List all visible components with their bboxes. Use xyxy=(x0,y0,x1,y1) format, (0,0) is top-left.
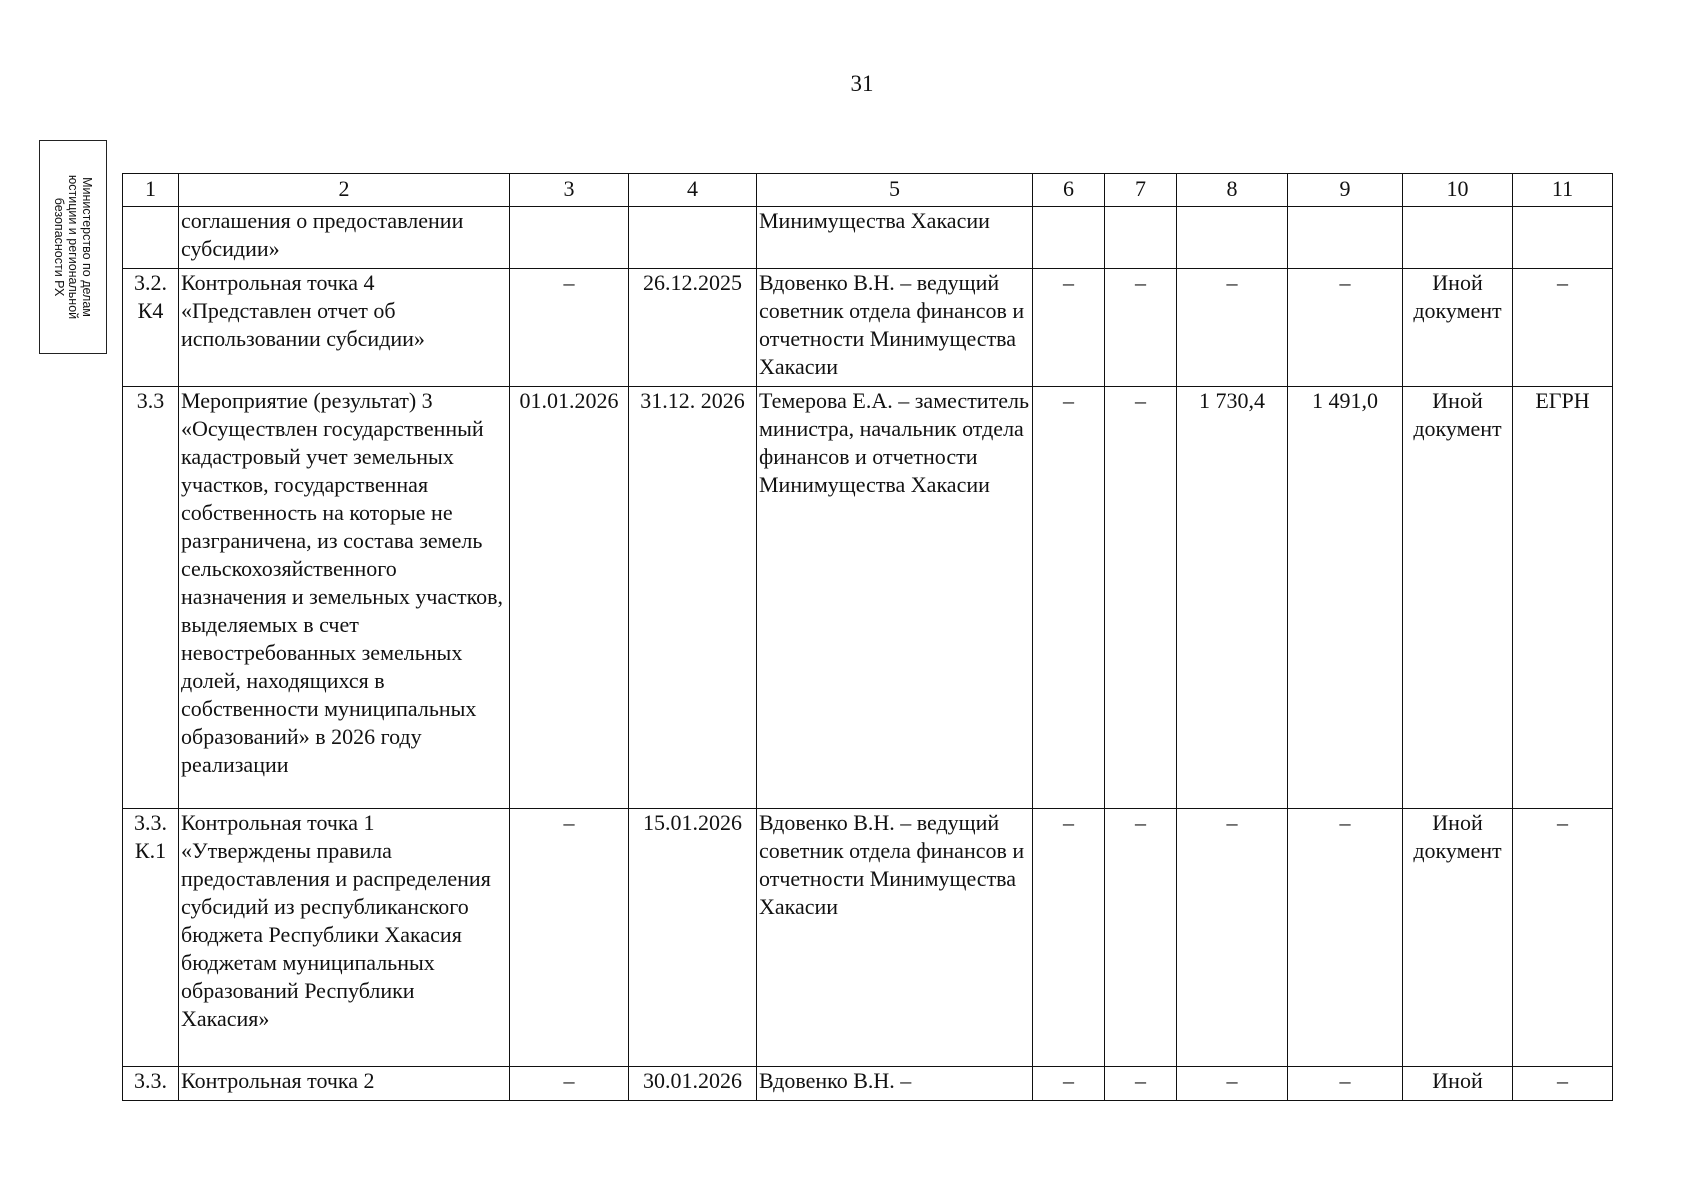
cell-number: 3.2. К4 xyxy=(123,269,179,387)
cell-col7: – xyxy=(1105,387,1177,809)
cell-info-system: – xyxy=(1513,1067,1613,1101)
header-cell: 10 xyxy=(1403,174,1513,207)
cell-document-type: Иной xyxy=(1403,1067,1513,1101)
cell-name: Контрольная точка 1 «Утверждены правила предоставления и распределения субсидий из республиканского бюджета Республики Хакасия бюджетам муниципальных образований Республики Хакасия» xyxy=(179,809,510,1067)
cell-col9: 1 491,0 xyxy=(1288,387,1403,809)
cell-document-type: Иной документ xyxy=(1403,809,1513,1067)
cell-end-date: 26.12.2025 xyxy=(629,269,757,387)
cell-col8 xyxy=(1177,207,1288,269)
stamp-line-3: безопасности РХ xyxy=(52,197,66,297)
table-row xyxy=(123,387,1613,809)
cell-end-date xyxy=(629,207,757,269)
cell-number: 3.3. К.1 xyxy=(123,809,179,1067)
cell-col6 xyxy=(1033,207,1105,269)
header-cell: 4 xyxy=(629,174,757,207)
cell-col9: – xyxy=(1288,809,1403,1067)
cell-end-date: 31.12. 2026 xyxy=(629,387,757,809)
cell-number xyxy=(123,207,179,269)
cell-info-system: ЕГРН xyxy=(1513,387,1613,809)
cell-col6: – xyxy=(1033,809,1105,1067)
cell-col7: – xyxy=(1105,809,1177,1067)
stamp-text xyxy=(52,141,94,353)
cell-responsible: Вдовенко В.Н. – ведущий советник отдела финансов и отчетности Минимущества Хакасии xyxy=(757,269,1033,387)
table-row xyxy=(123,207,1613,269)
cell-responsible: Вдовенко В.Н. – ведущий советник отдела финансов и отчетности Минимущества Хакасии xyxy=(757,809,1033,1067)
cell-col7: – xyxy=(1105,269,1177,387)
cell-name: Мероприятие (результат) 3 «Осуществлен государственный кадастровый учет земельных участков, государственная собственность на которые не разграничена, из состава земель сельскохозяйственного назначения и земельных участков, выделяемых в счет невостребованных земельных долей, находящихся в собственности муниципальных образований» в 2026 году реализации xyxy=(179,387,510,809)
registration-stamp xyxy=(39,140,107,354)
cell-info-system: – xyxy=(1513,269,1613,387)
cell-number: 3.3 xyxy=(123,387,179,809)
stamp-line-1: Министерство по делам xyxy=(80,177,94,317)
cell-start-date: 01.01.2026 xyxy=(510,387,629,809)
cell-document-type xyxy=(1403,207,1513,269)
header-cell: 9 xyxy=(1288,174,1403,207)
cell-end-date: 30.01.2026 xyxy=(629,1067,757,1101)
cell-info-system xyxy=(1513,207,1613,269)
cell-start-date: – xyxy=(510,269,629,387)
cell-name: соглашения о предоставлении субсидии» xyxy=(179,207,510,269)
header-cell: 11 xyxy=(1513,174,1613,207)
cell-col6: – xyxy=(1033,1067,1105,1101)
cell-end-date: 15.01.2026 xyxy=(629,809,757,1067)
cell-col8: – xyxy=(1177,1067,1288,1101)
cell-col9: – xyxy=(1288,1067,1403,1101)
cell-name: Контрольная точка 2 xyxy=(179,1067,510,1101)
cell-info-system: – xyxy=(1513,809,1613,1067)
stamp-line-2: юстиции и региональной xyxy=(66,174,80,320)
cell-col6: – xyxy=(1033,269,1105,387)
header-cell: 3 xyxy=(510,174,629,207)
cell-col8: 1 730,4 xyxy=(1177,387,1288,809)
cell-responsible: Минимущества Хакасии xyxy=(757,207,1033,269)
cell-col7 xyxy=(1105,207,1177,269)
cell-document-type: Иной документ xyxy=(1403,269,1513,387)
cell-col9: – xyxy=(1288,269,1403,387)
cell-responsible: Вдовенко В.Н. – xyxy=(757,1067,1033,1101)
cell-document-type: Иной документ xyxy=(1403,387,1513,809)
header-cell: 6 xyxy=(1033,174,1105,207)
header-cell: 5 xyxy=(757,174,1033,207)
header-cell: 8 xyxy=(1177,174,1288,207)
table-row xyxy=(123,269,1613,387)
page-number: 31 xyxy=(850,71,874,96)
header-row xyxy=(123,174,1613,207)
cell-number: 3.3. xyxy=(123,1067,179,1101)
cell-start-date: – xyxy=(510,1067,629,1101)
header-cell: 1 xyxy=(123,174,179,207)
cell-col9 xyxy=(1288,207,1403,269)
cell-start-date: – xyxy=(510,809,629,1067)
header-cell: 2 xyxy=(179,174,510,207)
cell-name: Контрольная точка 4 «Представлен отчет об использовании субсидии» xyxy=(179,269,510,387)
cell-col8: – xyxy=(1177,809,1288,1067)
table-row xyxy=(123,1067,1613,1101)
cell-col7: – xyxy=(1105,1067,1177,1101)
cell-col8: – xyxy=(1177,269,1288,387)
plan-table xyxy=(122,173,1613,1101)
table-row xyxy=(123,809,1613,1067)
cell-start-date xyxy=(510,207,629,269)
cell-col6: – xyxy=(1033,387,1105,809)
cell-responsible: Темерова Е.А. – заместитель министра, начальник отдела финансов и отчетности Минимущества Хакасии xyxy=(757,387,1033,809)
header-cell: 7 xyxy=(1105,174,1177,207)
